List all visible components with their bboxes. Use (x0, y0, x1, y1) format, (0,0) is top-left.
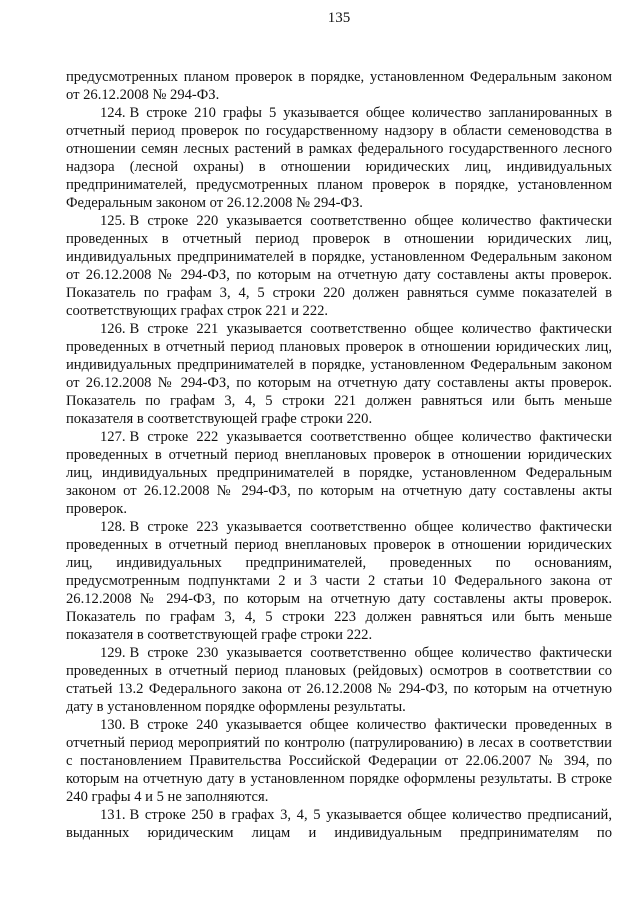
paragraph-text: В строке 230 указывается соответственно общее количество фактически проведенных в отчетный период плановых (рейдовых) осмотров в соответствии со статьей 13.2 Федерального закона от 26.12.2008 № 294-ФЗ, по которым на отчетную дату в установленном порядке оформлены результаты. (66, 645, 612, 715)
paragraph-text: В строке 221 указывается соответственно общее количество фактически проведенных в отчетный период плановых проверок в отношении юридических лиц, индивидуальных предпринимателей в порядке, установленном Федеральным законом от 26.12.2008 № 294-ФЗ, по которым на отчетную дату составлены акты проверок. Показатель по графам 3, 4, 5 строки 221 должен равняться или быть меньше показателя в соответствующей графе строки 220. (66, 321, 612, 427)
document-body (66, 68, 612, 842)
paragraph-text: В строке 250 в графах 3, 4, 5 указывается общее количество предписаний, выданных юридическим лицам и индивидуальным предпринимателям по (66, 807, 612, 841)
paragraph-127 (66, 428, 612, 518)
paragraph-text: В строке 210 графы 5 указывается общее количество запланированных в отчетный период проверок по государственному надзору в области семеноводства в отношении семян лесных растений в рамках федерального государственного лесного надзора (лесной охраны) в отношении юридических лиц, индивидуальных предпринимателей, предусмотренных планом проверок в порядке, установленном Федеральным законом от 26.12.2008 № 294-ФЗ. (66, 105, 612, 211)
paragraph-number: 126. (100, 321, 126, 337)
paragraph-number: 124. (100, 105, 126, 121)
paragraph-continuation (66, 68, 612, 104)
paragraph-124 (66, 104, 612, 212)
paragraph-130 (66, 716, 612, 806)
paragraph-number: 130. (100, 717, 126, 733)
paragraph-131 (66, 806, 612, 842)
paragraph-text: В строке 222 указывается соответственно общее количество фактически проведенных в отчетный период внеплановых проверок в отношении юридических лиц, индивидуальных предпринимателей в порядке, установленном Федеральным законом от 26.12.2008 № 294-ФЗ, по которым на отчетную дату составлены акты проверок. (66, 429, 612, 517)
page-number: 135 (327, 10, 351, 26)
paragraph-text: В строке 240 указывается общее количество фактически проведенных в отчетный период мероприятий по контролю (патрулированию) в лесах в соответствии с постановлением Правительства Российской Федерации от 22.06.2007 № 394, по которым на отчетную дату в установленном порядке оформлены результаты. В строке 240 графы 4 и 5 не заполняются. (66, 717, 612, 805)
paragraph-number: 131. (100, 807, 126, 823)
paragraph-125 (66, 212, 612, 320)
paragraph-129 (66, 644, 612, 716)
paragraph-126 (66, 320, 612, 428)
paragraph-128 (66, 518, 612, 644)
paragraph-number: 127. (100, 429, 126, 445)
paragraph-text: В строке 220 указывается соответственно общее количество фактически проведенных в отчетный период проверок в отношении юридических лиц, индивидуальных предпринимателей в порядке, установленном Федеральным законом от 26.12.2008 № 294-ФЗ, по которым на отчетную дату составлены акты проверок. Показатель по графам 3, 4, 5 строки 220 должен равняться сумме показателей в соответствующих графах строк 221 и 222. (66, 213, 612, 319)
paragraph-text: предусмотренных планом проверок в порядке, установленном Федеральным законом от 26.12.2008 № 294-ФЗ. (66, 69, 612, 103)
paragraph-number: 128. (100, 519, 126, 535)
paragraph-text: В строке 223 указывается соответственно общее количество фактически проведенных в отчетный период внеплановых проверок в отношении юридических лиц, индивидуальных предпринимателей, проведенных по основаниям, предусмотренным подпунктами 2 и 3 части 2 статьи 10 Федерального закона от 26.12.2008 № 294-ФЗ, по которым на отчетную дату составлены акты проверок. Показатель по графам 3, 4, 5 строки 223 должен равняться или быть меньше показателя в соответствующей графе строки 222. (66, 519, 612, 643)
paragraph-number: 125. (100, 213, 126, 229)
paragraph-number: 129. (100, 645, 126, 661)
